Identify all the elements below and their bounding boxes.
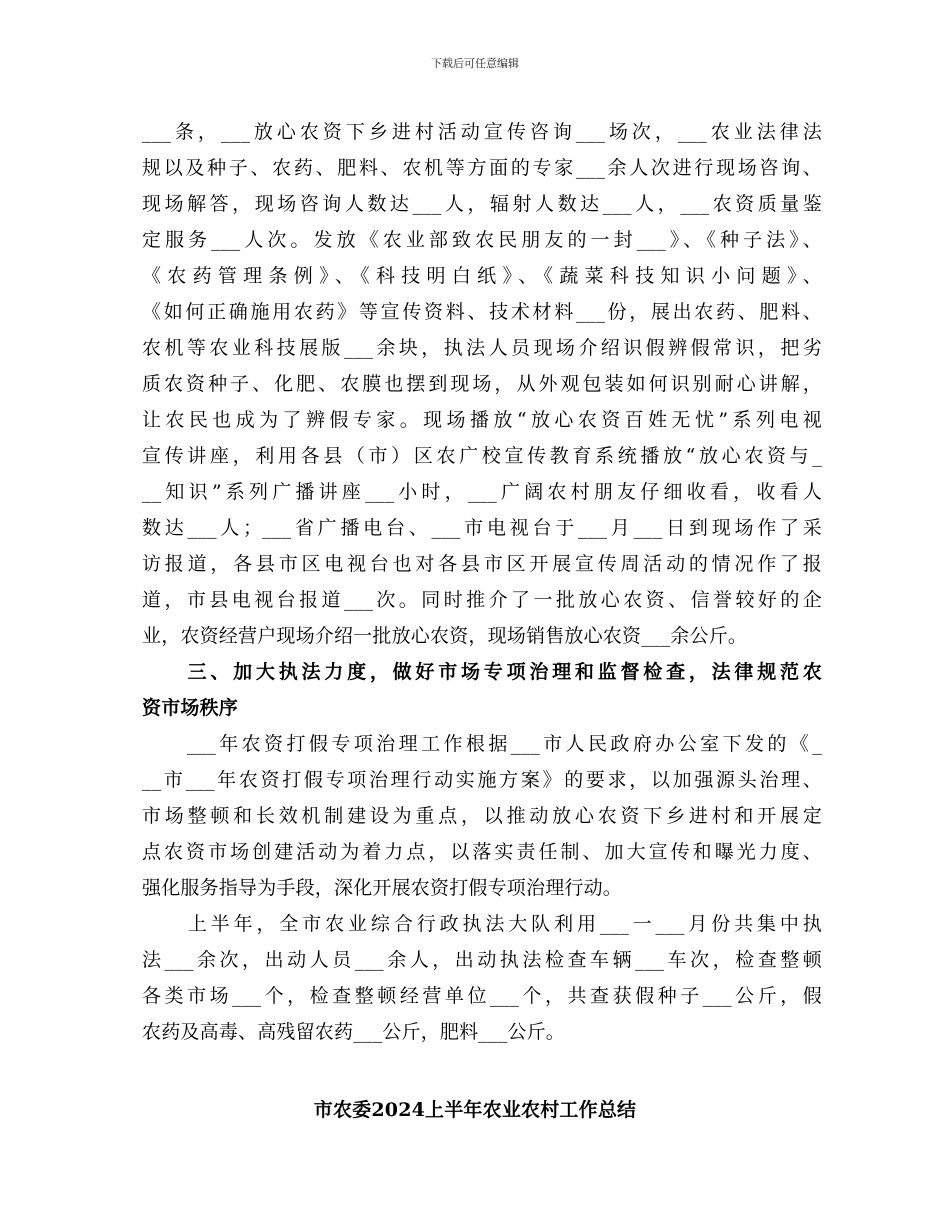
text-line: 现场解答，现场咨询人数达___人，辐射人数达___人，___农资质量鉴 [142, 193, 822, 215]
text-line: 宣传讲座，利用各县（市）区农广校宣传教育系统播放“放心农资与_ [142, 445, 822, 467]
section-heading: 三、加大执法力度，做好市场专项治理和监督检查，法律规范农 [142, 661, 822, 683]
text-line: 市场整顿和长效机制建设为重点，以推动放心农资下乡进村和开展定 [142, 805, 822, 827]
text-line: 《如何正确施用农药》等宣传资料、技术材料___份，展出农药、肥料、 [142, 301, 822, 323]
text-line: 农药及高毒、高残留农药___公斤，肥料___公斤。 [142, 1021, 566, 1043]
text-line: 法___余次，出动人员___余人，出动执法检查车辆___车次，检查整顿 [142, 949, 822, 971]
text-line: 让农民也成为了辨假专家。现场播放“放心农资百姓无忧”系列电视 [142, 409, 822, 431]
section-heading: 资市场秩序 [142, 697, 239, 719]
text-line: 数达___人；___省广播电台、___市电视台于___月___日到现场作了采 [142, 517, 822, 539]
text-line: ___条，___放心农资下乡进村活动宣传咨询___场次，___农业法律法 [142, 121, 822, 143]
text-line: 定服务___人次。发放《农业部致农民朋友的一封___》、《种子法》、 [142, 229, 822, 251]
text-line: __知识”系列广播讲座___小时，___广阔农村朋友仔细收看，收看人 [142, 481, 822, 503]
text-line: 农机等农业科技展版___余块，执法人员现场介绍识假辨假常识，把劣 [142, 337, 822, 359]
text-line: 点农资市场创建活动为着力点，以落实责任制、加大宣传和曝光力度、 [142, 841, 822, 863]
text-line: 上半年，全市农业综合行政执法大队利用___一___月份共集中执 [142, 913, 822, 935]
text-line: 道，市县电视台报道___次。同时推介了一批放心农资、信誉较好的企 [142, 589, 822, 611]
text-line: 《农药管理条例》、《科技明白纸》、《蔬菜科技知识小问题》、 [142, 265, 822, 287]
text-line: 规以及种子、农药、肥料、农机等方面的专家___余人次进行现场咨询、 [142, 157, 822, 179]
text-line: 访报道，各县市区电视台也对各县市区开展宣传周活动的情况作了报 [142, 553, 822, 575]
text-line: __市___年农资打假专项治理行动实施方案》的要求，以加强源头治理、 [142, 769, 822, 791]
text-line: ___年农资打假专项治理工作根据___市人民政府办公室下发的《_ [142, 733, 822, 755]
page-header: 下载后可任意编辑 [431, 57, 519, 70]
document-title: 市农委2024上半年农业农村工作总结 [313, 1099, 637, 1121]
text-line: 强化服务指导为手段，深化开展农资打假专项治理行动。 [142, 877, 623, 899]
text-line: 质农资种子、化肥、农膜也摆到现场，从外观包装如何识别耐心讲解， [142, 373, 822, 395]
text-line: 业，农资经营户现场介绍一批放心农资，现场销售放心农资___余公斤。 [142, 625, 748, 647]
text-line: 各类市场___个，检查整顿经营单位___个，共查获假种子___公斤，假 [142, 985, 822, 1007]
document-body [142, 114, 822, 1050]
